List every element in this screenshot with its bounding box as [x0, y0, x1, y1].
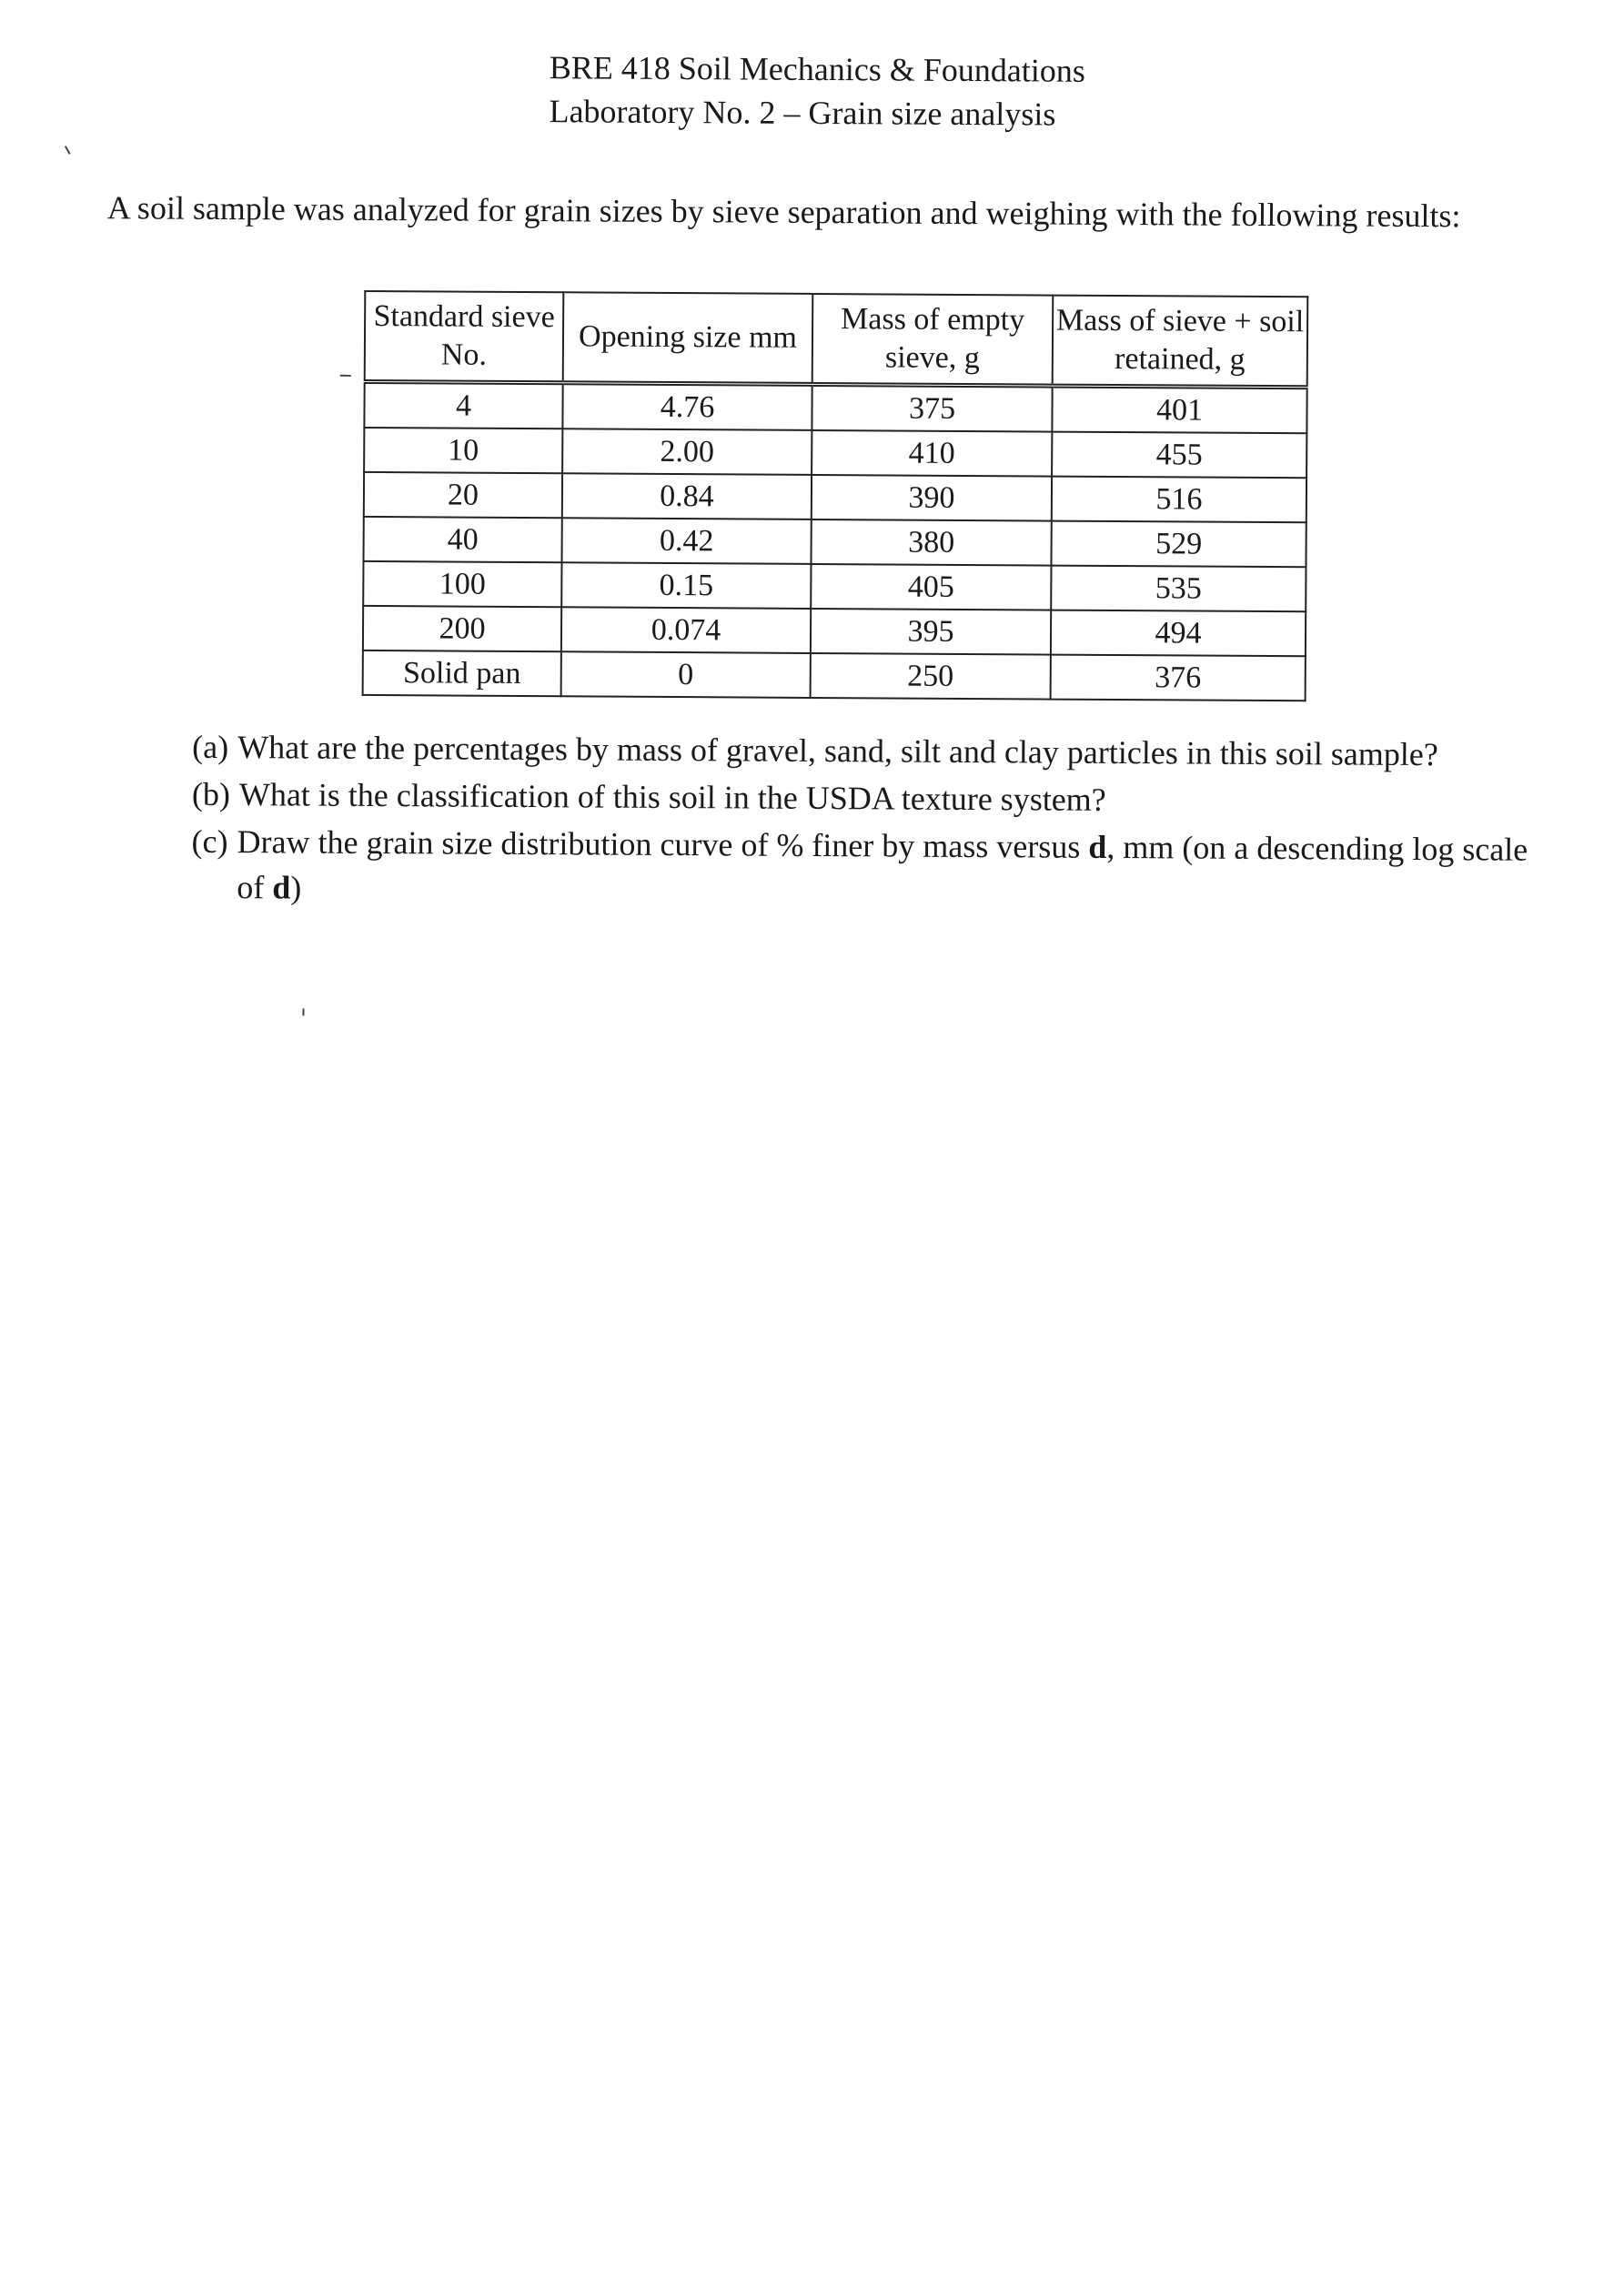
course-title: BRE 418 Soil Mechanics & Foundations: [549, 49, 1085, 89]
table-cell: Solid pan: [363, 650, 561, 696]
sieve-table-container: [362, 290, 1309, 701]
table-row: [363, 606, 1306, 656]
question-label: (b): [191, 775, 231, 813]
table-row: [364, 428, 1306, 478]
table-cell: 494: [1051, 610, 1306, 657]
table-header-row: [365, 291, 1308, 388]
question-text: What are the percentages by mass of gravel, sand, silt and clay particles in this soil sample?: [237, 729, 1438, 773]
table-cell: 0.15: [561, 562, 811, 609]
sieve-table: [362, 290, 1309, 701]
table-row: [363, 650, 1306, 701]
column-header: Opening size mm: [563, 292, 813, 384]
variable-d: d: [272, 869, 291, 906]
table-cell: 405: [811, 564, 1051, 610]
table-cell: 535: [1051, 566, 1306, 612]
question-item: [192, 724, 1538, 778]
table-cell: 516: [1052, 477, 1306, 523]
table-cell: 200: [363, 606, 561, 651]
question-text: What is the classification of this soil in the USDA texture system?: [238, 776, 1106, 818]
variable-d: d: [1088, 828, 1107, 865]
table-cell: 2.00: [562, 429, 812, 475]
table-row: [364, 381, 1306, 433]
scan-mark: [302, 1009, 304, 1016]
question-text-part: , mm (on a descending log scale of: [237, 828, 1528, 906]
intro-paragraph: A soil sample was analyzed for grain sizes by sieve separation and weighing with the following results:: [106, 189, 1461, 235]
table-cell: 529: [1051, 521, 1306, 568]
table-cell: 395: [811, 609, 1051, 655]
table-cell: 410: [812, 430, 1052, 477]
question-list: [191, 724, 1538, 920]
lab-title: Laboratory No. 2 – Grain size analysis: [549, 93, 1056, 133]
table-cell: 4: [364, 381, 562, 429]
question-label: (c): [191, 822, 228, 861]
table-cell: 100: [363, 561, 561, 607]
table-cell: 390: [812, 475, 1052, 521]
table-cell: 380: [811, 519, 1051, 566]
table-cell: 250: [811, 653, 1051, 700]
document-header: [549, 45, 1085, 136]
question-label: (a): [192, 728, 229, 766]
column-header: Mass of empty sieve, g: [812, 294, 1054, 386]
column-header: Mass of sieve + soil retained, g: [1053, 296, 1308, 388]
table-cell: 0: [561, 651, 811, 698]
question-text-part: ): [290, 869, 302, 906]
question-text: [237, 819, 1538, 918]
table-cell: 4.76: [562, 383, 812, 430]
scan-mark: [340, 375, 351, 377]
column-header: Standard sieve No.: [365, 291, 564, 383]
table-cell: 375: [812, 384, 1052, 431]
table-cell: 455: [1052, 432, 1306, 479]
question-item: [192, 771, 1538, 825]
table-row: [363, 561, 1306, 611]
table-row: [363, 517, 1306, 567]
table-row: [364, 472, 1306, 522]
table-cell: 0.42: [561, 518, 811, 564]
table-cell: 0.074: [561, 607, 811, 653]
table-cell: 401: [1052, 386, 1306, 433]
question-item: [191, 819, 1538, 918]
table-cell: 10: [364, 428, 562, 473]
question-text-part: Draw the grain size distribution curve of % finer by mass versus: [237, 823, 1089, 865]
table-cell: 40: [363, 517, 561, 562]
table-cell: 376: [1051, 655, 1306, 701]
table-cell: 20: [364, 472, 562, 518]
scan-mark: [65, 146, 71, 155]
table-cell: 0.84: [562, 473, 812, 519]
